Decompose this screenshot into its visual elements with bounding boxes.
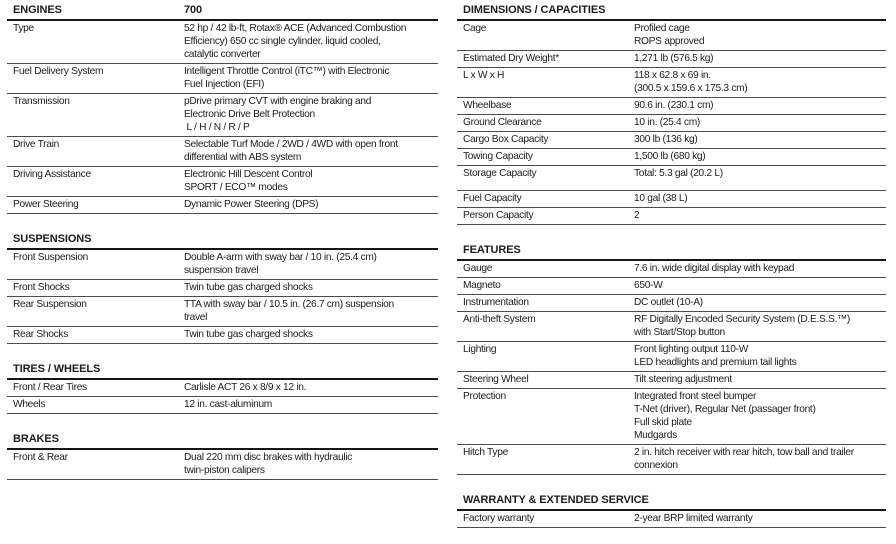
spec-row (457, 295, 886, 312)
spec-value-line: 650-W (634, 280, 663, 291)
spec-value (634, 209, 886, 222)
spec-label: Front & Rear (13, 452, 68, 463)
spec-value-line: travel (184, 312, 208, 323)
section-title: ENGINES (13, 4, 62, 16)
spec-value (634, 313, 886, 339)
spec-label: Front / Rear Tires (13, 382, 87, 393)
spec-row (457, 68, 886, 98)
spec-value-line: 52 hp / 42 lb-ft, Rotax® ACE (Advanced Combustion (184, 23, 407, 34)
spec-value-line: 118 x 62.8 x 69 in. (634, 70, 711, 81)
section-header (7, 363, 438, 380)
spec-value-line: Selectable Turf Mode / 2WD / 4WD with open front (184, 139, 398, 150)
spec-row (457, 149, 886, 166)
spec-value (634, 279, 886, 292)
spec-label: Hitch Type (463, 447, 508, 458)
spec-value-line: 10 gal (38 L) (634, 193, 688, 204)
spec-value-line: 1,500 lb (680 kg) (634, 151, 706, 162)
spec-section (7, 233, 438, 344)
spec-column-left (7, 4, 438, 528)
spec-label: Cage (463, 23, 487, 34)
spec-section (457, 494, 886, 528)
spec-value-line: Integrated front steel bumper (634, 391, 757, 402)
spec-row (7, 327, 438, 344)
spec-value-line: Fuel Injection (EFI) (184, 79, 265, 90)
spec-value (634, 22, 886, 48)
spec-value-line: Total: 5.3 gal (20.2 L) (634, 168, 723, 179)
spec-value-line: Dual 220 mm disc brakes with hydraulic (184, 452, 353, 463)
spec-row (457, 191, 886, 208)
spec-value (634, 512, 886, 525)
spec-label: Wheels (13, 399, 46, 410)
spec-value (634, 343, 886, 369)
spec-label: Factory warranty (463, 513, 535, 524)
spec-label: Driving Assistance (13, 169, 91, 180)
spec-value-line: 7.6 in. wide digital display with keypad (634, 263, 795, 274)
spec-value (634, 390, 886, 442)
spec-value-line: Mudgards (634, 430, 677, 441)
spec-row (457, 261, 886, 278)
spec-section (457, 244, 886, 475)
spec-row (457, 132, 886, 149)
spec-value (184, 95, 438, 134)
spec-row (457, 51, 886, 68)
spec-label: Estimated Dry Weight* (463, 53, 559, 64)
spec-row (7, 250, 438, 280)
section-header (457, 494, 886, 511)
spec-value (184, 451, 438, 477)
section-title: WARRANTY & EXTENDED SERVICE (463, 494, 649, 506)
spec-row (7, 21, 438, 64)
spec-value-line: 12 in. cast-aluminum (184, 399, 272, 410)
spec-row (7, 64, 438, 94)
spec-label: Power Steering (13, 199, 79, 210)
spec-row (457, 208, 886, 225)
spec-row (457, 278, 886, 295)
spec-label: Front Suspension (13, 252, 89, 263)
spec-label: Front Shocks (13, 282, 70, 293)
spec-row (457, 342, 886, 372)
spec-section (7, 363, 438, 414)
spec-value (634, 167, 886, 180)
spec-label: Rear Shocks (13, 329, 69, 340)
spec-label: Protection (463, 391, 506, 402)
spec-value-line: T-Net (driver), Regular Net (passager front) (634, 404, 816, 415)
spec-value (634, 373, 886, 386)
spec-value-line: 300 lb (136 kg) (634, 134, 698, 145)
spec-value-line: Twin tube gas charged shocks (184, 329, 313, 340)
spec-row (457, 166, 886, 182)
spec-row (7, 197, 438, 214)
spec-value-line: ROPS approved (634, 36, 705, 47)
spec-row (7, 167, 438, 197)
spec-label: Rear Suspension (13, 299, 87, 310)
spec-value-line: catalytic converter (184, 49, 261, 60)
spec-label: Gauge (463, 263, 493, 274)
spec-value-line: connexion (634, 460, 678, 471)
spec-value (634, 192, 886, 205)
spec-value-line: Twin tube gas charged shocks (184, 282, 313, 293)
spec-label: Fuel Capacity (463, 193, 522, 204)
section-header (457, 244, 886, 261)
spec-label: Person Capacity (463, 210, 534, 221)
spec-value-line: 2-year BRP limited warranty (634, 513, 753, 524)
spec-value-line: LED headlights and premium tail lights (634, 357, 797, 368)
spec-value (184, 138, 438, 164)
spec-row (7, 280, 438, 297)
spec-value-line: Full skid plate (634, 417, 692, 428)
spec-value (634, 262, 886, 275)
spec-value (184, 398, 438, 411)
spec-value (634, 99, 886, 112)
spec-section (7, 433, 438, 480)
spec-row (7, 94, 438, 137)
spec-row (457, 21, 886, 51)
spec-column-right (457, 4, 886, 528)
section-header (7, 233, 438, 250)
spec-label: Type (13, 23, 34, 34)
spec-value-line: 90.6 in. (230.1 cm) (634, 100, 714, 111)
spec-label: Wheelbase (463, 100, 512, 111)
spec-value-line: TTA with sway bar / 10.5 in. (26.7 cm) suspension (184, 299, 394, 310)
spec-value-line: RF Digitally Encoded Security System (D.E.S.S.™) (634, 314, 851, 325)
spec-value (184, 281, 438, 294)
spec-row (457, 312, 886, 342)
spec-value (634, 133, 886, 146)
spec-label: Fuel Delivery System (13, 66, 104, 77)
row-spacer (457, 182, 886, 191)
spec-row (7, 137, 438, 167)
section-title: DIMENSIONS / CAPACITIES (463, 4, 606, 16)
spec-value-line: twin-piston calipers (184, 465, 265, 476)
spec-value-line: Efficiency) 650 cc single cylinder, liquid cooled, (184, 36, 381, 47)
spec-label: Lighting (463, 344, 497, 355)
spec-value (634, 150, 886, 163)
spec-value (634, 446, 886, 472)
spec-label: Drive Train (13, 139, 59, 150)
spec-label: Magneto (463, 280, 501, 291)
spec-value-line: Intelligent Throttle Control (iTC™) with Electronic (184, 66, 390, 77)
spec-value-line: Carlisle ACT 26 x 8/9 x 12 in. (184, 382, 307, 393)
spec-value-line: Electronic Drive Belt Protection (184, 109, 315, 120)
spec-row (457, 372, 886, 389)
spec-value (634, 296, 886, 309)
spec-value (634, 116, 886, 129)
spec-label: Instrumentation (463, 297, 529, 308)
spec-row (457, 511, 886, 528)
spec-value-line: differential with ABS system (184, 152, 302, 163)
section-title: BRAKES (13, 433, 59, 445)
spec-value (184, 168, 438, 194)
spec-label: Towing Capacity (463, 151, 533, 162)
section-header-value: 700 (184, 4, 203, 16)
section-header (7, 433, 438, 450)
spec-row (457, 98, 886, 115)
spec-value-line: Double A-arm with sway bar / 10 in. (25.4 cm) (184, 252, 377, 263)
spec-row (7, 297, 438, 327)
spec-value-line: (300.5 x 159.6 x 175.3 cm) (634, 83, 748, 94)
spec-row (457, 445, 886, 475)
spec-label: Steering Wheel (463, 374, 529, 385)
spec-label: L x W x H (463, 70, 505, 81)
spec-value (184, 251, 438, 277)
spec-value-line: DC outlet (10-A) (634, 297, 703, 308)
spec-value (634, 69, 886, 95)
spec-value (184, 381, 438, 394)
spec-value-line: Profiled cage (634, 23, 690, 34)
spec-value-line: Tilt steering adjustment (634, 374, 732, 385)
spec-value (184, 328, 438, 341)
spec-value-line: Front lighting output 110-W (634, 344, 749, 355)
section-title: TIRES / WHEELS (13, 363, 101, 375)
spec-label: Anti-theft System (463, 314, 536, 325)
section-title: SUSPENSIONS (13, 233, 92, 245)
spec-value (184, 198, 438, 211)
spec-row (7, 380, 438, 397)
spec-row (457, 389, 886, 445)
spec-section (457, 4, 886, 225)
spec-value-line: L / H / N / R / P (184, 122, 250, 133)
section-header (457, 4, 886, 21)
spec-value (634, 52, 886, 65)
spec-label: Ground Clearance (463, 117, 542, 128)
spec-value-line: pDrive primary CVT with engine braking and (184, 96, 372, 107)
spec-row (7, 397, 438, 414)
spec-label: Storage Capacity (463, 168, 537, 179)
spec-value-line: 10 in. (25.4 cm) (634, 117, 700, 128)
spec-value-line: SPORT / ECO™ modes (184, 182, 288, 193)
spec-label: Transmission (13, 96, 70, 107)
spec-value-line: 2 in. hitch receiver with rear hitch, tow ball and trailer (634, 447, 854, 458)
spec-value-line: Electronic Hill Descent Control (184, 169, 313, 180)
spec-value (184, 22, 438, 61)
spec-value-line: Dynamic Power Steering (DPS) (184, 199, 319, 210)
spec-value-line: 1,271 lb (576.5 kg) (634, 53, 714, 64)
spec-value (184, 298, 438, 324)
spec-label: Cargo Box Capacity (463, 134, 549, 145)
spec-row (457, 115, 886, 132)
spec-section (7, 4, 438, 214)
spec-value-line: with Start/Stop button (634, 327, 725, 338)
spec-value-line: suspension travel (184, 265, 259, 276)
section-header (7, 4, 438, 21)
section-title: FEATURES (463, 244, 521, 256)
spec-row (7, 450, 438, 480)
spec-value (184, 65, 438, 91)
spec-value-line: 2 (634, 210, 640, 221)
